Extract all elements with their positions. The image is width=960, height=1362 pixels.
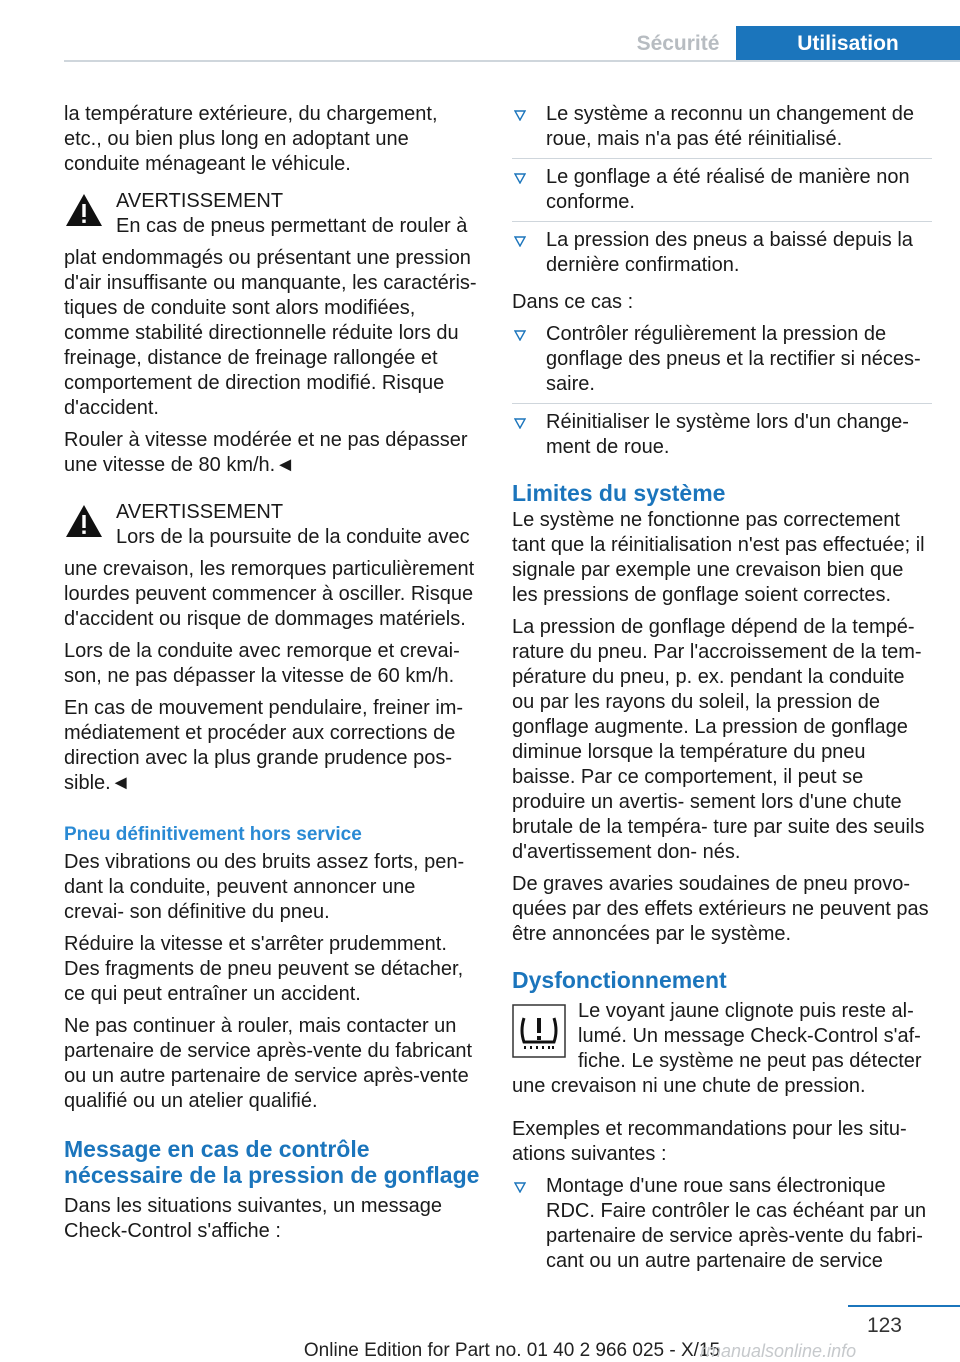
intro-paragraph: la température extérieure, du chargement, etc., ou bien plus long en adoptant une conduite ménageant le véhicule. (64, 103, 438, 175)
limites-paragraph-2: La pression de gonflage dépend de la tempé- rature du pneu. Par l'accroissement de la tem- pérature du pneu, p. ex. pendant la conduite ou par les rayons du soleil, la pression de gonflage augmente. La pression de gonflage diminue lorsque la température du pneu baisse. Par ce comportement, il peut se produire un avertis- sement lors d'une chute brutale de la tempéra- ture par suite des seuils d'avertissement don- nés. (512, 616, 925, 863)
example-list (512, 1174, 932, 1280)
heading-pneu-hors-service: Pneu définitivement hors service (64, 824, 362, 845)
watermark: rmanualsonline.info (700, 1341, 857, 1361)
warning-advice-2: En cas de mouvement pendulaire, freiner im- médiatement et procéder aux corrections de direction avec la plus grande prudence pos- sible.◄ (64, 697, 464, 794)
pneu-paragraph-1: Des vibrations ou des bruits assez forts, pen- dant la conduite, peuvent annoncer une crevai- son définitive du pneu. (64, 851, 465, 923)
pneu-paragraph-2: Réduire la vitesse et s'arrêter prudemment. Des fragments de pneu peuvent se détacher, ce qui peut entraîner un accident. (64, 933, 464, 1005)
warning-triangle-icon (64, 502, 104, 540)
warning-advice-1: Lors de la conduite avec remorque et crevai- son, ne pas dépasser la vitesse de 60 km/h. (64, 640, 460, 687)
triangle-bullet-icon (514, 1182, 526, 1193)
warning-triangle-icon (64, 191, 104, 229)
limites-paragraph-1: Le système ne fonctionne pas correctement tant que la réinitialisation n'est pas effectuée; il signale par exemple une crevaison bien que les pressions de gonflage soient correctes. (512, 509, 925, 606)
left-column (64, 102, 480, 1251)
warning-title: AVERTISSEMENT (116, 190, 284, 212)
warning-block-2 (64, 500, 480, 796)
header-divider (64, 60, 960, 62)
dysfonctionnement-block (512, 999, 932, 1099)
dysfonctionnement-paragraph-2: Exemples et recommandations pour les situ- ations suivantes : (512, 1118, 907, 1165)
triangle-bullet-icon (514, 173, 526, 184)
situation-list (512, 102, 932, 284)
footer-rule (848, 1305, 960, 1307)
warning-advice: Rouler à vitesse modérée et ne pas dépasser une vitesse de 80 km/h.◄ (64, 429, 468, 476)
list-item: Réinitialiser le système lors d'un change- ment de roue. (512, 410, 932, 466)
warning-body: une crevaison, les remorques particulièrement lourdes peuvent commencer à osciller. Risque d'accident ou risque de dommages matériels. (64, 558, 475, 630)
tire-pressure-warning-icon (512, 1004, 566, 1058)
list-item: Contrôler régulièrement la pression de gonflage des pneus et la rectifier si néces- saire. (512, 322, 932, 404)
edition-footer: Online Edition for Part no. 01 40 2 966 025 - X/15 (303, 1340, 721, 1361)
tab-utilisation[interactable]: Utilisation (736, 26, 960, 62)
warning-title: AVERTISSEMENT (116, 501, 284, 523)
heading-limites: Limites du système (512, 480, 726, 506)
list-item: Montage d'une roue sans électronique RDC. Faire contrôler le cas échéant par un partenaire de service après-vente du fabri- cant ou un autre partenaire de service (512, 1174, 932, 1280)
triangle-bullet-icon (514, 418, 526, 429)
heading-message-controle: Message en cas de contrôle nécessaire de la pression de gonflage (64, 1136, 480, 1188)
message-paragraph: Dans les situations suivantes, un message Check-Control s'affiche : (64, 1195, 442, 1242)
triangle-bullet-icon (514, 110, 526, 121)
dysfonctionnement-paragraph-1: Le voyant jaune clignote puis reste al- lumé. Un message Check-Control s'af- fiche. Le système ne peut pas détecter une crevaison ni une chute de pression. (512, 1000, 922, 1097)
dans-ce-cas: Dans ce cas : (512, 291, 634, 313)
triangle-bullet-icon (514, 236, 526, 247)
right-column (512, 102, 932, 1286)
page-header (0, 0, 960, 62)
triangle-bullet-icon (514, 330, 526, 341)
warning-first-line: Lors de la poursuite de la conduite avec (116, 526, 470, 548)
page-number: 123 (866, 1314, 902, 1337)
warning-first-line: En cas de pneus permettant de rouler à (116, 215, 468, 237)
recommendation-list (512, 322, 932, 466)
warning-block-1 (64, 189, 480, 478)
warning-body: plat endommagés ou présentant une pression d'air insuffisante ou manquante, les caractéris- tiques de conduite sont alors modifiées, comme stabilité directionnelle réduite lors du freinage, distance de freinage rallongée et comportement de direction modifié. Risque d'accident. (64, 247, 477, 419)
heading-dysfonctionnement: Dysfonctionnement (512, 967, 727, 993)
list-item: Le système a reconnu un changement de roue, mais n'a pas été réinitialisé. (512, 102, 932, 159)
list-item: Le gonflage a été réalisé de manière non conforme. (512, 165, 932, 222)
pneu-paragraph-3: Ne pas continuer à rouler, mais contacter un partenaire de service après-vente du fabricant ou un autre partenaire de service après-vente qualifié ou un atelier qualifié. (64, 1015, 473, 1112)
limites-paragraph-3: De graves avaries soudaines de pneu provo- quées par des effets extérieurs ne peuvent pas être annoncées par le système. (512, 873, 929, 945)
tab-securite[interactable]: Sécurité (636, 32, 720, 55)
list-item: La pression des pneus a baissé depuis la dernière confirmation. (512, 228, 932, 284)
